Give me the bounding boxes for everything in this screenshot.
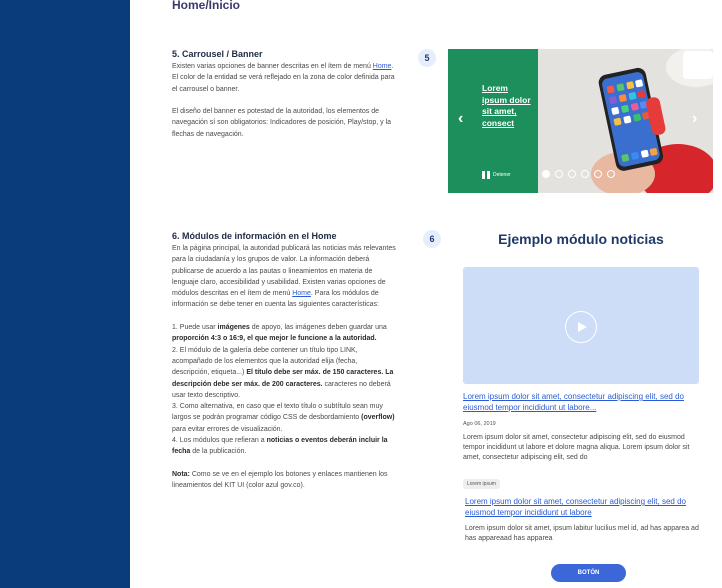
- news-video-placeholder[interactable]: [463, 267, 699, 384]
- item1-c: de apoyo, las imágenes deben guardar una: [249, 324, 387, 332]
- section5-p1-a: Existen varias opciones de banner descritas en el ítem de menú: [172, 63, 373, 70]
- section6-title: 6. Módulos de información en el Home: [172, 231, 337, 241]
- item3-c: para evitar errores de visualización.: [172, 425, 283, 433]
- item3-b: (overflow): [361, 414, 395, 422]
- carousel-banner: [448, 49, 713, 193]
- item1-a: 1. Puede usar: [172, 324, 218, 332]
- news-item1-title-link[interactable]: Lorem ipsum dolor sit amet, consectetur adipiscing elit, sed do eiusmod tempor incididunt ut labore...: [463, 392, 684, 412]
- pause-label[interactable]: Detener: [493, 172, 511, 178]
- note-text: Como se ve en el ejemplo los botones y enlaces mantienen los lineamientos del KIT UI (color azul gov.co).: [172, 470, 388, 490]
- carousel-dot[interactable]: [607, 170, 615, 178]
- news-item1-description: Lorem ipsum dolor sit amet, consectetur adipiscing elit, sed do eiusmod tempor incididunt ut labore et dolore magna aliqua. Lorem ipsum dolor sit amet, consectetur adipiscing elit, sed do: [463, 434, 690, 462]
- carousel-dot[interactable]: [581, 170, 589, 178]
- section5-p1-b: . El color de la entidad se verá reflejado en la zona de color definida para el carrousel o banner.: [172, 63, 395, 93]
- carousel-dot[interactable]: [555, 170, 563, 178]
- news-item2-tag: Lorem ipsum: [463, 479, 500, 489]
- home-link[interactable]: Home: [372, 63, 392, 70]
- carousel-caption-link[interactable]: Lorem ipsum dolor sit amet, consect: [482, 83, 531, 128]
- note-label: Nota:: [172, 470, 190, 478]
- section6-intro-a: En la página principal, la autoridad publicará las noticias más relevantes para la ciudadanía y los grupos de valor. La información deberá publicarse de acuerdo a las pautas o lineamientos en materia de lenguaje claro, accesibilidad y usabilidad. Existen varias opciones de módulos descritas en el ítem de menú: [172, 245, 396, 298]
- item2-b1: El título debe ser máx. de 150 caracteres. La descripción debe ser máx. de 200 caracteres.: [172, 369, 394, 388]
- chevron-left-icon[interactable]: ‹: [458, 110, 464, 127]
- side-band: [0, 0, 130, 588]
- carousel-dot[interactable]: [568, 170, 576, 178]
- item4-b: noticias o eventos deberán incluir la fecha: [172, 437, 388, 456]
- item2-c: caracteres no deberá usar texto descriptivo.: [172, 380, 391, 399]
- item3-a: 3. Como alternativa, en caso que el texto título o subtítulo sean muy largos se podrán programar código CSS de desbordamiento: [172, 403, 383, 422]
- news-module-title: Ejemplo módulo noticias: [498, 231, 664, 247]
- play-icon[interactable]: [565, 311, 597, 343]
- section6-number: 6: [423, 230, 441, 248]
- primary-button[interactable]: BOTÓN: [551, 564, 626, 582]
- news-item1-date: Ago 06, 2019: [463, 421, 496, 427]
- section5-p2: El diseño del banner es potestad de la autoridad, los elementos de navegación sí son obligatorios: Indicadores de posición, Play/stop, y la flechas de navegación.: [172, 108, 392, 138]
- carousel-dot[interactable]: [594, 170, 602, 178]
- item1-b1: imágenes: [217, 324, 250, 332]
- home-link[interactable]: Home: [292, 290, 311, 298]
- pause-icon[interactable]: [482, 171, 490, 179]
- section5-number: 5: [418, 49, 436, 67]
- item4-c: de la publicación.: [190, 448, 247, 456]
- page-title: Home/Inicio: [172, 0, 241, 12]
- section5-title: 5. Carrousel / Banner: [172, 49, 263, 59]
- section6-body: [172, 243, 396, 492]
- phone-photo-illustration: [538, 49, 713, 193]
- section5-body: [172, 61, 396, 140]
- news-item2-description: Lorem ipsum dolor sit amet, ipsum labitur lucilius mel id, ad has apparea ad has appareaad has apparea: [465, 525, 699, 543]
- item4-a: 4. Los módulos que refieran a: [172, 437, 267, 445]
- item2-a: 2. El módulo de la galería debe contener un título tipo LINK, acompañado de los elementos que la autoridad elija (fecha, descripción, etiqueta...): [172, 346, 358, 377]
- carousel-slide-image: [538, 49, 713, 193]
- section6-intro-b: . Para los módulos de información se debe tener en cuenta las siguientes características:: [172, 290, 380, 309]
- chevron-right-icon[interactable]: ›: [692, 110, 698, 127]
- carousel-dot[interactable]: [542, 170, 550, 178]
- item1-b2: proporción 4:3 o 16:9, el que mejor le funcione a la autoridad.: [172, 335, 377, 343]
- news-item2-title-link[interactable]: Lorem ipsum dolor sit amet, consectetur adipiscing elit, sed do eiusmod tempor incididunt ut labore: [465, 497, 686, 517]
